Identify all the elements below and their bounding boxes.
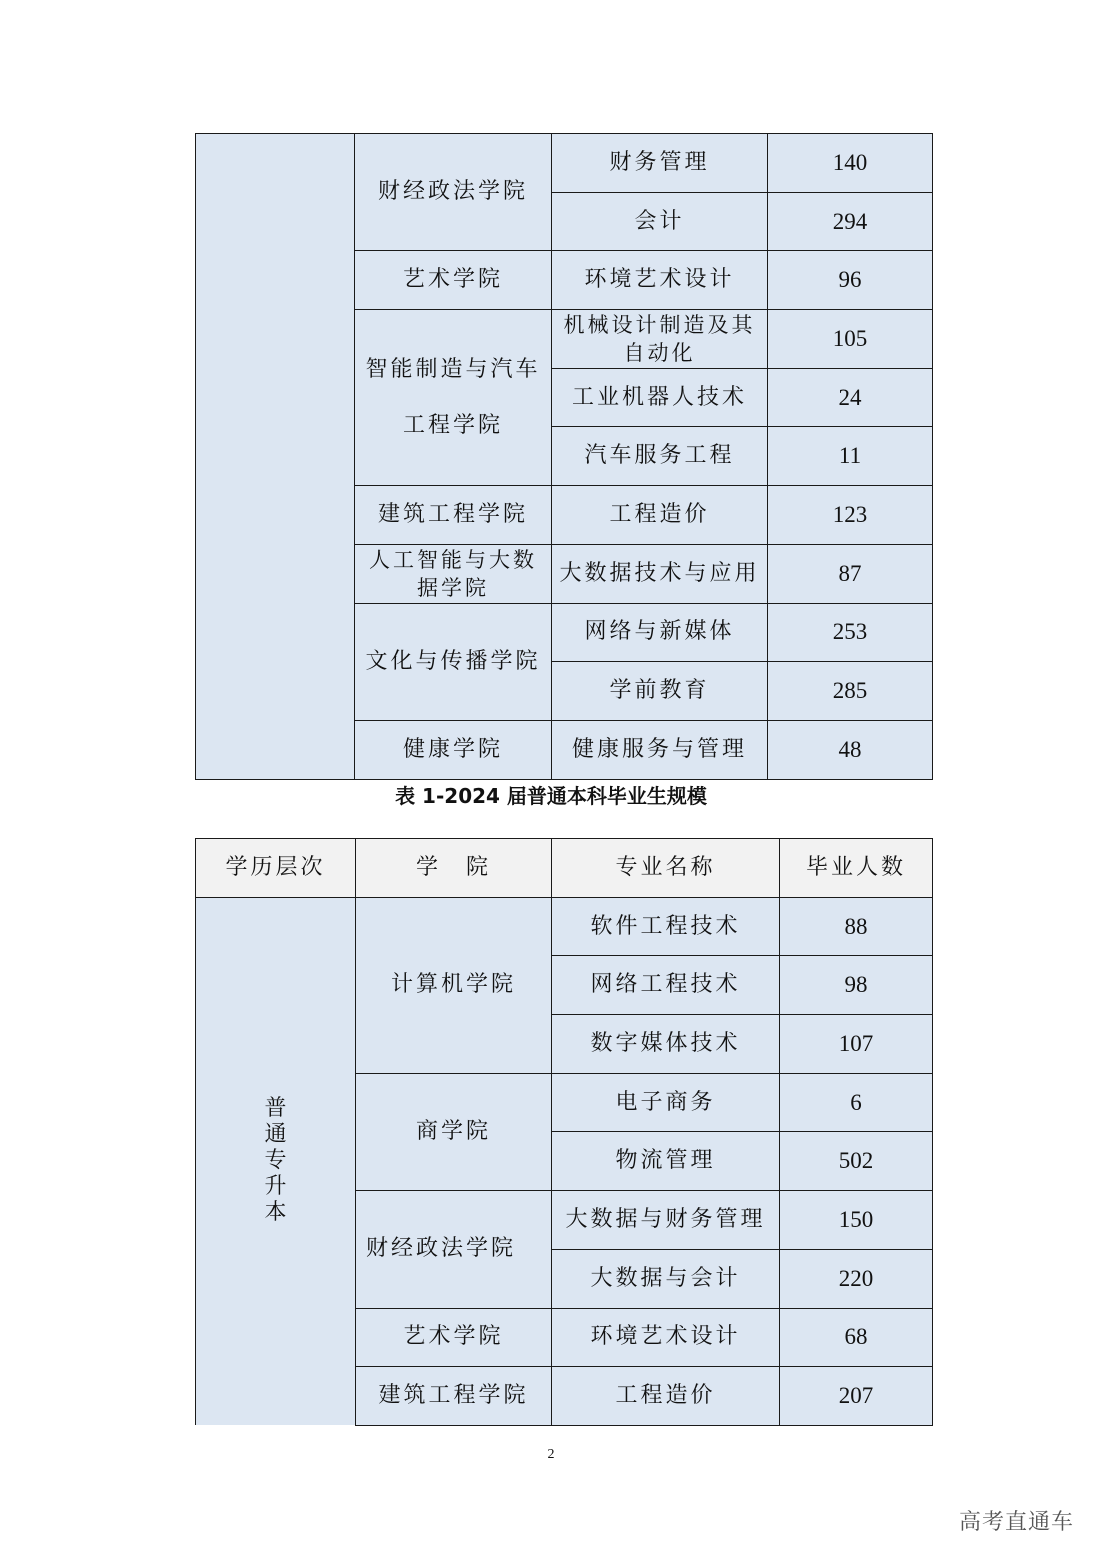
- college-line: 工程学院: [402, 412, 503, 438]
- count-cell: 98: [780, 956, 933, 1015]
- major-cell: 环境艺术设计: [552, 251, 768, 310]
- page-number: 2: [547, 1447, 555, 1462]
- major-cell: 工程造价: [552, 486, 768, 545]
- count-cell: 502: [780, 1132, 933, 1191]
- college-cell: 文化与传播学院: [355, 603, 552, 720]
- count-cell: 87: [768, 544, 933, 603]
- major-cell: [552, 310, 768, 369]
- count-cell: 6: [780, 1073, 933, 1132]
- header-college: 学 院: [356, 839, 552, 898]
- count-cell: 253: [768, 603, 933, 662]
- major-cell: 汽车服务工程: [552, 427, 768, 486]
- college-line: 据学院: [417, 575, 489, 600]
- table-graduates-continued: [195, 133, 933, 780]
- college-cell: 财经政法学院: [355, 134, 552, 251]
- major-cell: 健康服务与管理: [552, 720, 768, 779]
- college-cell: 艺术学院: [355, 251, 552, 310]
- header-major: 专业名称: [552, 839, 780, 898]
- major-cell: 网络工程技术: [552, 956, 780, 1015]
- table-row: [196, 134, 933, 193]
- count-cell: 107: [780, 1015, 933, 1074]
- major-cell: 工业机器人技术: [552, 368, 768, 427]
- count-cell: 207: [780, 1367, 933, 1426]
- count-cell: 48: [768, 720, 933, 779]
- major-cell: 财务管理: [552, 134, 768, 193]
- count-cell: 140: [768, 134, 933, 193]
- major-cell: 网络与新媒体: [552, 603, 768, 662]
- major-cell: 工程造价: [552, 1367, 780, 1426]
- major-line: 自动化: [623, 340, 696, 365]
- count-cell: 11: [768, 427, 933, 486]
- header-count: 毕业人数: [780, 839, 933, 898]
- major-cell: 环境艺术设计: [552, 1308, 780, 1367]
- major-cell: 大数据与财务管理: [552, 1191, 780, 1250]
- level-cell: [196, 897, 356, 1425]
- count-cell: 96: [768, 251, 933, 310]
- count-cell: 123: [768, 486, 933, 545]
- college-cell: 计算机学院: [356, 897, 552, 1073]
- count-cell: 294: [768, 192, 933, 251]
- college-cell: [355, 310, 552, 486]
- major-cell: 软件工程技术: [552, 897, 780, 956]
- major-cell: 会计: [552, 192, 768, 251]
- major-cell: 学前教育: [552, 662, 768, 721]
- count-cell: 105: [768, 310, 933, 369]
- count-cell: 220: [780, 1249, 933, 1308]
- major-line: 机械设计制造及其: [563, 312, 756, 337]
- college-cell: 艺术学院: [356, 1308, 552, 1367]
- major-cell: 物流管理: [552, 1132, 780, 1191]
- college-cell: 财经政法学院: [356, 1191, 552, 1308]
- college-cell: 健康学院: [355, 720, 552, 779]
- major-cell: 电子商务: [552, 1073, 780, 1132]
- college-cell: 商学院: [356, 1073, 552, 1190]
- college-cell: 建筑工程学院: [356, 1367, 552, 1426]
- college-cell: 建筑工程学院: [355, 486, 552, 545]
- college-line: 人工智能与大数: [369, 547, 537, 572]
- college-line: 智能制造与汽车: [365, 356, 541, 382]
- header-level: 学历层次: [196, 839, 356, 898]
- count-cell: 68: [780, 1308, 933, 1367]
- count-cell: 24: [768, 368, 933, 427]
- watermark-text: 高考直通车: [958, 1510, 1074, 1535]
- count-cell: 285: [768, 662, 933, 721]
- major-cell: 数字媒体技术: [552, 1015, 780, 1074]
- major-cell: 大数据与会计: [552, 1249, 780, 1308]
- table-caption: 表 1-2024 届普通本科毕业生规模: [395, 784, 707, 808]
- level-label: 普通专升本: [264, 1096, 287, 1226]
- major-cell: 大数据技术与应用: [552, 544, 768, 603]
- level-cell-empty: [196, 134, 355, 780]
- table-row: [196, 897, 933, 956]
- count-cell: 88: [780, 897, 933, 956]
- count-cell: 150: [780, 1191, 933, 1250]
- table-header-row: [196, 839, 933, 898]
- college-cell: [355, 544, 552, 603]
- table-graduates-upgrade: [195, 838, 933, 1426]
